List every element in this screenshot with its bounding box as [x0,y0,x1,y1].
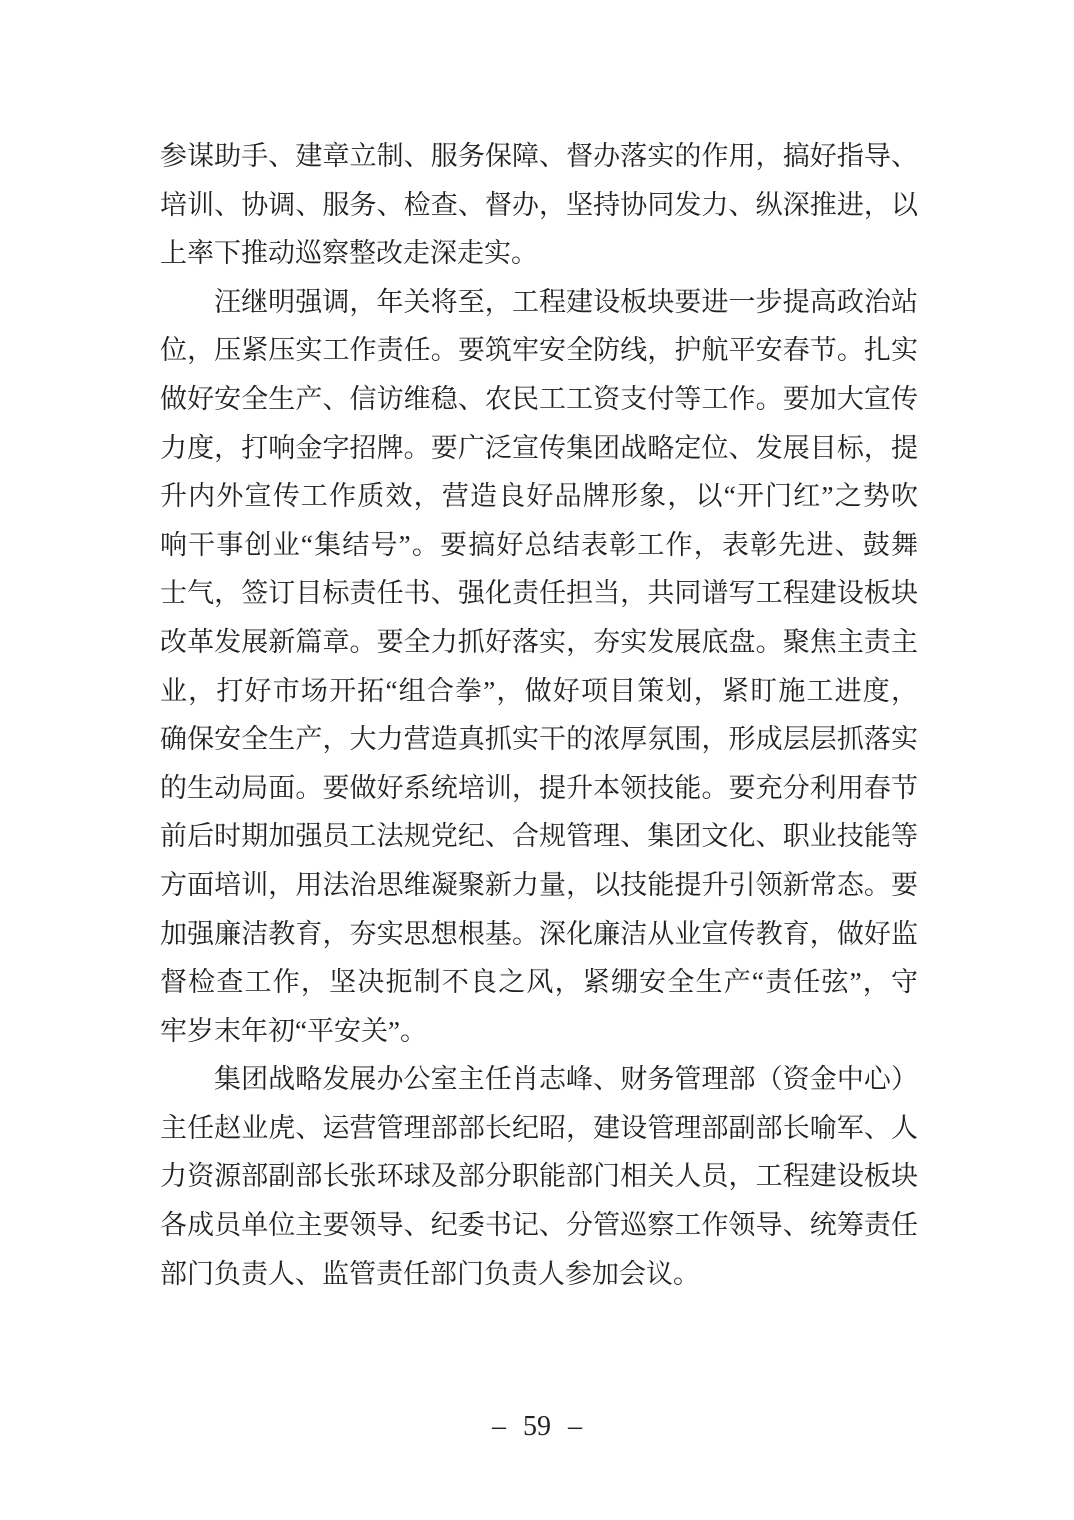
text-line: 牢岁末年初“平安关”。 [160,1015,427,1046]
text-line: 士气，签订目标责任书、强化责任担当，共同谱写工程建设板块 [160,578,918,609]
text-line: 升内外宣传工作质效，营造良好品牌形象，以“开门红”之势吹 [160,481,918,512]
text-line: 督检查工作，坚决扼制不良之风，紧绷安全生产“责任弦”，守 [160,967,918,998]
page-footer [0,1406,1074,1448]
paragraph [160,1055,918,1298]
paragraph [160,132,918,278]
text-line: 改革发展新篇章。要全力抓好落实，夯实发展底盘。聚焦主责主 [160,626,918,657]
page-number: – 59 – [492,1411,582,1442]
text-line: 业，打好市场开拓“组合拳”，做好项目策划，紧盯施工进度， [160,675,918,706]
text-line: 汪继明强调，年关将至，工程建设板块要进一步提高政治站 [214,286,918,317]
text-line: 上率下推动巡察整改走深走实。 [160,238,538,269]
text-line: 部门负责人、监管责任部门负责人参加会议。 [160,1258,700,1289]
text-line: 集团战略发展办公室主任肖志峰、财务管理部（资金中心） [214,1064,918,1095]
text-line: 培训、协调、服务、检查、督办，坚持协同发力、纵深推进，以 [160,189,918,220]
text-line: 参谋助手、建章立制、服务保障、督办落实的作用，搞好指导、 [160,141,918,171]
text-line: 各成员单位主要领导、纪委书记、分管巡察工作领导、统筹责任 [160,1210,918,1241]
text-line: 主任赵业虎、运营管理部部长纪昭，建设管理部副部长喻军、人 [160,1112,918,1143]
text-line: 做好安全生产、信访维稳、农民工工资支付等工作。要加大宣传 [160,383,918,414]
text-line: 力资源部副部长张环球及部分职能部门相关人员，工程建设板块 [160,1161,918,1192]
text-line: 确保安全生产，大力营造真抓实干的浓厚氛围，形成层层抓落实 [160,724,918,755]
text-line: 响干事创业“集结号”。要搞好总结表彰工作，表彰先进、鼓舞 [160,529,918,560]
paragraph [160,278,918,1056]
text-line: 的生动局面。要做好系统培训，提升本领技能。要充分利用春节 [160,772,918,803]
body-text [160,132,918,1298]
text-line: 力度，打响金字招牌。要广泛宣传集团战略定位、发展目标，提 [160,432,918,463]
text-line: 位，压紧压实工作责任。要筑牢安全防线，护航平安春节。扎实 [160,335,918,366]
text-line: 加强廉洁教育，夯实思想根基。深化廉洁从业宣传教育，做好监 [160,918,918,949]
text-line: 前后时期加强员工法规党纪、合规管理、集团文化、职业技能等 [160,821,918,852]
text-line: 方面培训，用法治思维凝聚新力量，以技能提升引领新常态。要 [160,869,918,900]
